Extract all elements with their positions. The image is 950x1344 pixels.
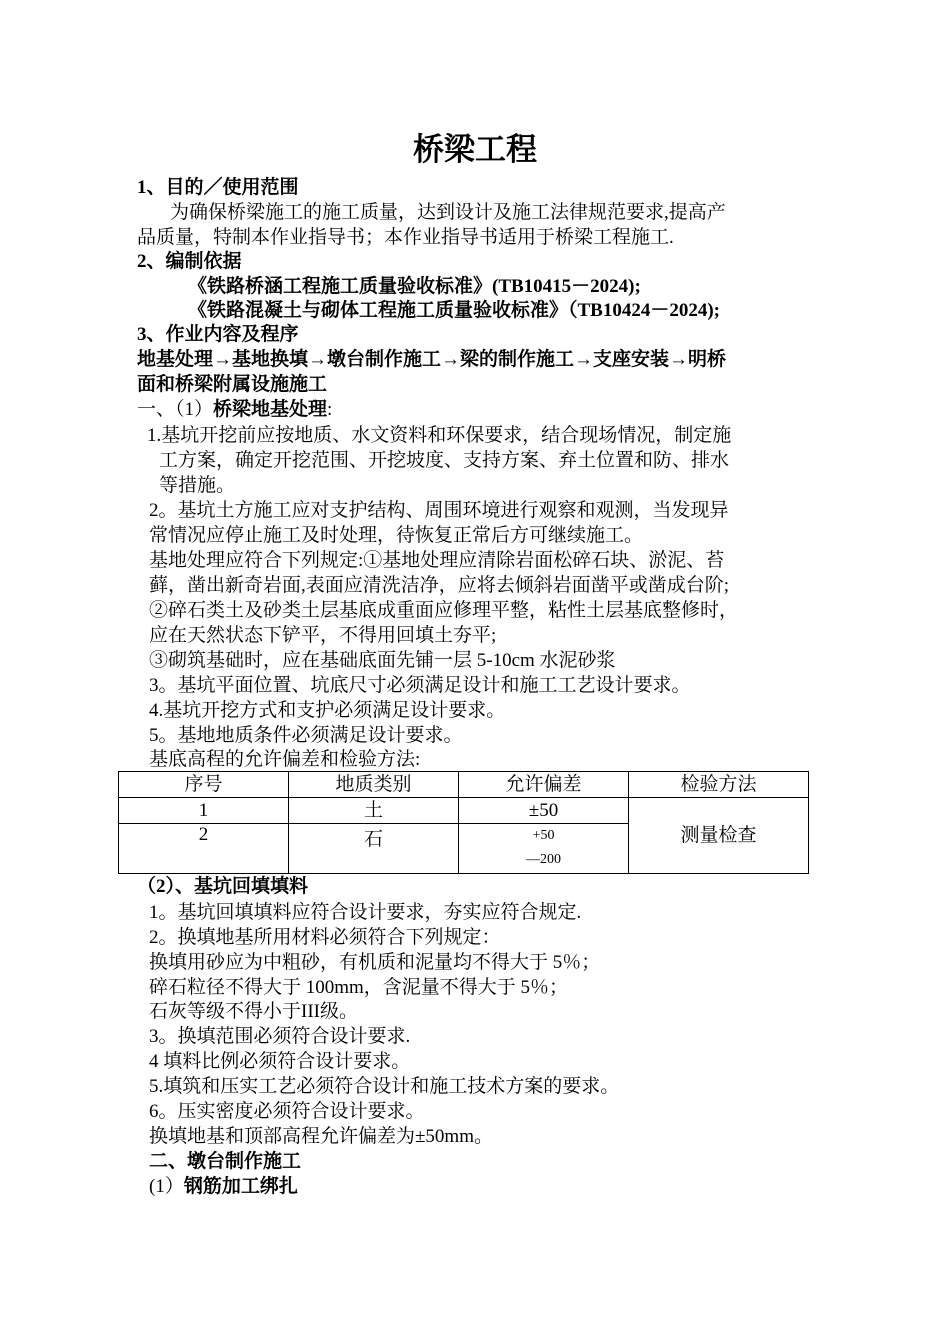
part-2-line-2: 2。换填地基所用材料必须符合下列规定： xyxy=(149,927,501,948)
table-cell-method: 测量检查 xyxy=(629,798,809,874)
process-flow-line-2: 面和桥梁附属设施施工 xyxy=(137,374,328,395)
part-3-subheading-prefix: (1） xyxy=(149,1176,184,1197)
table-header-cell: 检验方法 xyxy=(629,772,809,798)
table-cell-tolerance: ±50 xyxy=(459,798,629,824)
tolerance-lower: —200 xyxy=(526,852,561,867)
part-1-line-14: 基底高程的允许偏差和检验方法: xyxy=(149,749,421,770)
part-1-line-8: ②碎石类土及砂类土层基底成重面应修理平整，粘性土层基底整修时， xyxy=(149,600,739,621)
part-2-line-6: 3。换填范围必须符合设计要求. xyxy=(149,1026,411,1047)
table-cell-tolerance xyxy=(459,824,629,874)
part-1-line-7: 藓，凿出新奇岩面,表面应清洗洁净，应将去倾斜岩面凿平或凿成台阶; xyxy=(149,575,730,596)
section-1-heading: 1、目的／使用范围 xyxy=(137,177,299,198)
section-1-paragraph-line-1: 为确保桥梁施工的施工质量，达到设计及施工法律规范要求,提高产 xyxy=(170,202,726,223)
section-2-heading: 2、编制依据 xyxy=(137,251,242,272)
part-1-heading xyxy=(137,398,332,422)
table-cell-type: 土 xyxy=(289,798,459,824)
part-1-line-5: 常情况应停止施工及时处理，待恢复正常后方可继续施工。 xyxy=(149,525,644,546)
process-flow-line-1: 地基处理→基地换填→墩台制作施工→梁的制作施工→支座安装→明桥 xyxy=(137,349,727,370)
part-1-line-10: ③砌筑基础时，应在基础底面先铺一层 5-10cm 水泥砂浆 xyxy=(149,650,616,671)
part-1-line-6: 基地处理应符合下列规定:①基地处理应清除岩面松碎石块、淤泥、苔 xyxy=(149,550,725,571)
part-2-line-3: 换填用砂应为中粗砂，有机质和泥量均不得大于 5％； xyxy=(149,952,601,973)
part-1-line-2: 工方案，确定开挖范围、开挖坡度、支持方案、弃土位置和防、排水 xyxy=(159,450,730,471)
part-2-line-7: 4 填料比例必须符合设计要求。 xyxy=(149,1051,411,1072)
part-2-line-8: 5.填筑和压实工艺必须符合设计和施工技术方案的要求。 xyxy=(149,1076,620,1097)
part-1-heading-suffix: : xyxy=(327,399,333,420)
reference-standard-1: 《铁路桥涵工程施工质量验收标准》(TB10415－2024); xyxy=(188,276,641,297)
reference-standard-2: 《铁路混凝土与砌体工程施工质量验收标准》（TB10424－2024); xyxy=(188,300,721,321)
part-1-heading-prefix: 一、（1） xyxy=(137,399,214,420)
part-3-subheading xyxy=(149,1175,298,1199)
part-2-line-5: 石灰等级不得小于III级。 xyxy=(149,1001,358,1022)
part-2-line-4: 碎石粒径不得大于 100mm，含泥量不得大于 5％； xyxy=(149,977,569,998)
part-2-heading: （2）、基坑回填填料 xyxy=(137,876,309,897)
part-2-line-1: 1。基坑回填填料应符合设计要求，夯实应符合规定. xyxy=(149,902,582,923)
part-1-heading-main: 桥梁地基处理 xyxy=(213,399,328,420)
part-3-subheading-main: 钢筋加工绑扎 xyxy=(183,1176,298,1197)
table-header-cell: 允许偏差 xyxy=(459,772,629,798)
part-1-line-4: 2。基坑土方施工应对支护结构、周围环境进行观察和观测，当发现异 xyxy=(149,500,729,521)
table-header-cell: 序号 xyxy=(119,772,289,798)
table-row xyxy=(119,798,809,824)
part-1-line-13: 5。基地地质条件必须满足设计要求。 xyxy=(149,725,463,746)
part-2-line-9: 6。压实密度必须符合设计要求。 xyxy=(149,1101,425,1122)
part-2-line-10: 换填地基和顶部高程允许偏差为±50mm。 xyxy=(149,1126,493,1147)
part-3-heading: 二、墩台制作施工 xyxy=(149,1151,302,1172)
table-cell-type: 石 xyxy=(289,824,459,874)
part-1-line-3: 等措施。 xyxy=(159,475,236,496)
section-3-heading: 3、作业内容及程序 xyxy=(137,324,299,345)
section-1-paragraph-line-2: 品质量，特制本作业指导书；本作业指导书适用于桥梁工程施工. xyxy=(137,227,674,248)
part-1-line-11: 3。基坑平面位置、坑底尺寸必须满足设计和施工工艺设计要求。 xyxy=(149,675,691,696)
part-1-line-9: 应在天然状态下铲平，不得用回填土夯平; xyxy=(149,625,497,646)
table-header-cell: 地质类别 xyxy=(289,772,459,798)
table-cell-number: 2 xyxy=(119,824,289,874)
part-1-line-1: 1.基坑开挖前应按地质、水文资料和环保要求，结合现场情况，制定施 xyxy=(147,425,732,446)
table-cell-number: 1 xyxy=(119,798,289,824)
page-title: 桥梁工程 xyxy=(413,132,537,167)
tolerance-upper: +50 xyxy=(532,828,555,843)
table-header-row xyxy=(119,772,809,798)
tolerance-table xyxy=(118,771,809,874)
part-1-line-12: 4.基坑开挖方式和支护必须满足设计要求。 xyxy=(149,700,506,721)
